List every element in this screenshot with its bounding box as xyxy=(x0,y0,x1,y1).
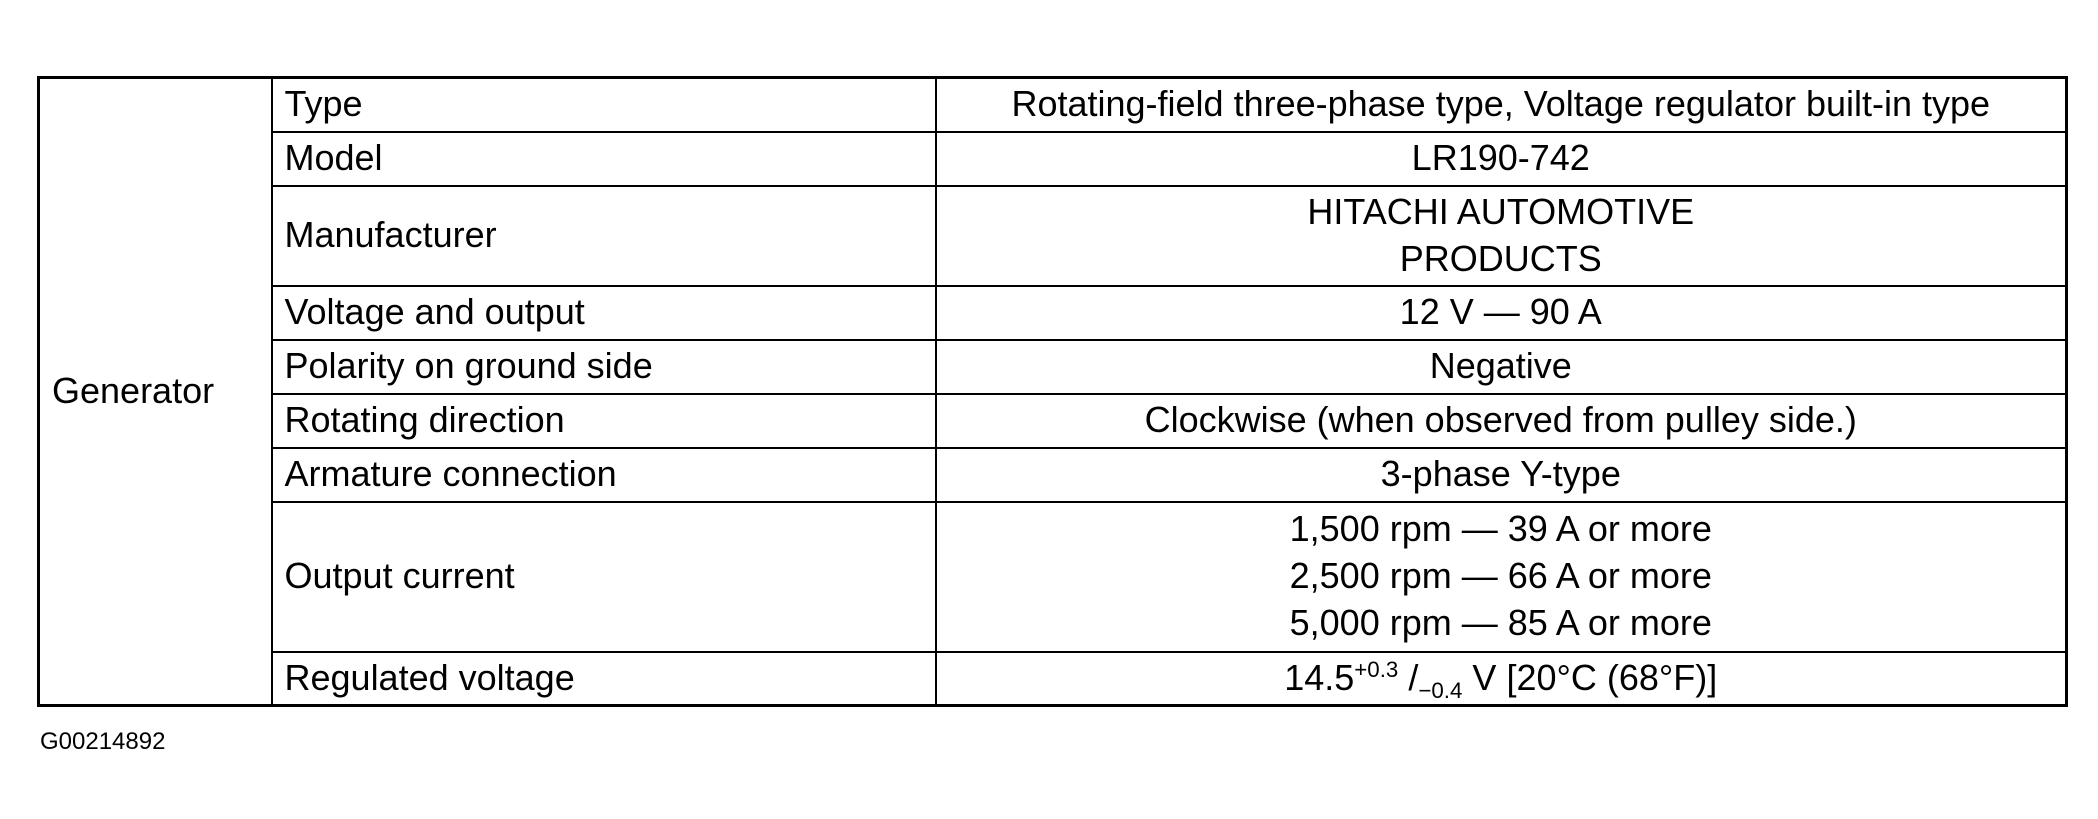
row-value xyxy=(936,448,2067,502)
table-row xyxy=(39,652,2067,706)
generator-spec-table xyxy=(37,76,2068,707)
row-value xyxy=(936,286,2067,340)
row-value xyxy=(936,502,2067,652)
row-label: Output current xyxy=(272,502,936,652)
row-label: Regulated voltage xyxy=(272,652,936,706)
row-label: Model xyxy=(272,132,936,186)
table-row xyxy=(39,394,2067,448)
row-value xyxy=(936,186,2067,286)
group-label: Generator xyxy=(52,370,215,412)
table-row xyxy=(39,448,2067,502)
row-value xyxy=(936,340,2067,394)
value-line: Clockwise (when observed from pulley side.) xyxy=(1144,399,1857,441)
minus-tolerance: −0.4 xyxy=(1418,678,1463,704)
value-line: 1,500 rpm — 39 A or more xyxy=(1289,508,1712,550)
row-value xyxy=(936,394,2067,448)
regulated-voltage-value xyxy=(936,652,2067,706)
table-row xyxy=(39,132,2067,186)
table-row xyxy=(39,186,2067,286)
plus-tolerance: +0.3 xyxy=(1354,656,1399,682)
value-line: Rotating-field three-phase type, Voltage regulator built-in type xyxy=(1011,83,1991,125)
row-label: Armature connection xyxy=(272,448,936,502)
reference-code: G00214892 xyxy=(40,728,166,755)
value-line: PRODUCTS xyxy=(1399,237,1602,279)
row-label: Polarity on ground side xyxy=(272,340,936,394)
row-label: Type xyxy=(272,78,936,132)
row-label: Rotating direction xyxy=(272,394,936,448)
row-label: Voltage and output xyxy=(272,286,936,340)
table-row xyxy=(39,286,2067,340)
value-line: 12 V — 90 A xyxy=(1399,291,1602,333)
table-row xyxy=(39,502,2067,652)
row-label: Manufacturer xyxy=(272,186,936,286)
row-value xyxy=(936,132,2067,186)
voltage-suffix: V [20°C (68°F)] xyxy=(1462,656,1718,698)
value-line: LR190-742 xyxy=(1411,137,1590,179)
value-line: Negative xyxy=(1429,345,1572,387)
table-row xyxy=(39,78,2067,132)
voltage-base: 14.5 xyxy=(1284,656,1355,698)
row-value xyxy=(936,78,2067,132)
value-line: 2,500 rpm — 66 A or more xyxy=(1289,555,1712,597)
value-line: 3-phase Y-type xyxy=(1380,453,1621,495)
group-label-cell xyxy=(39,78,272,706)
value-line: HITACHI AUTOMOTIVE xyxy=(1307,190,1695,232)
table-row xyxy=(39,340,2067,394)
value-line: 5,000 rpm — 85 A or more xyxy=(1289,601,1712,643)
tolerance-separator: / xyxy=(1398,656,1419,698)
